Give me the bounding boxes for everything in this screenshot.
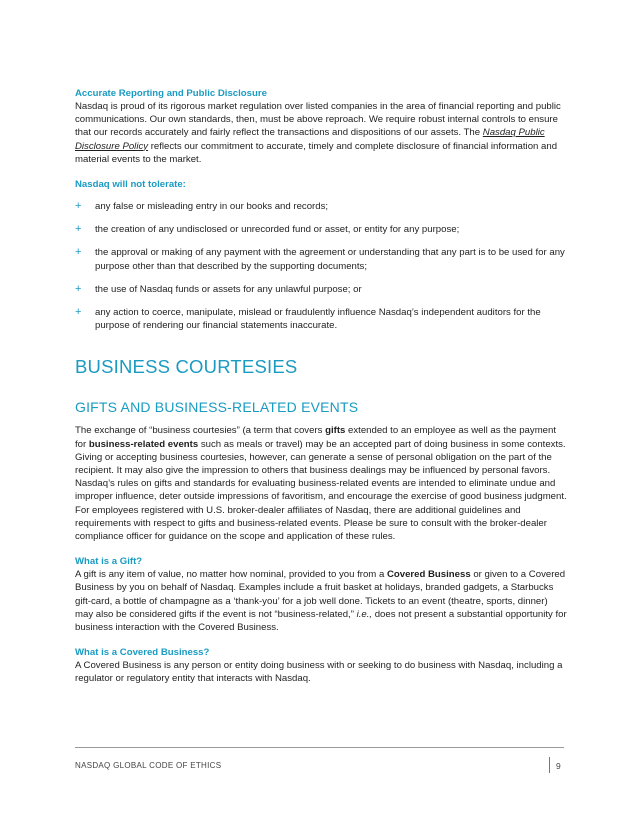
footer-divider	[75, 747, 564, 748]
bold-term-gifts: gifts	[325, 425, 346, 437]
section-heading-what-is-gift: What is a Gift?	[75, 556, 143, 568]
paragraph-text: or given to a Covered Business by you on behalf of Nasdaq. Examples include a fruit basket at holidays, branded gadgets, a Starbucks gift-card, a bottle of champagne as a ‘thank-you’ for a job well done. Tickets to an event (theatre, sports, dinner) may also be considered gifts if the event is not “business-related,”	[75, 569, 566, 620]
paragraph-text: extended to an employee as well as the payment for	[75, 425, 557, 450]
footer-separator	[549, 757, 550, 773]
gift-paragraph	[75, 568, 567, 634]
plus-bullet-icon: +	[75, 306, 82, 319]
list-item	[75, 246, 567, 272]
paragraph-text: does not present a substantial opportunity for business interaction with the Covered Business.	[75, 608, 567, 634]
paragraph-text: such as meals or travel) may be an accepted part of doing business in some contexts. Giving or accepting business courtesies, however, can generate a sense of personal obligation on the part of the recipient. It may also give the impression to others that business dealings may be influenced by personal favors. Nasdaq’s rules on gifts and standards for evaluating business-related events are intended to eliminate undue and improper influence, deter outside impressions of favoritism, and encourage the exercise of good business judgment. For employees registered with U.S. broker-dealer affiliates of Nasdaq, there are additional guidelines and requirements with respect to gifts and business-related events. Please be sure to consult with the broker-dealer compliance officer for guidance on the scope and application of these rules.	[75, 438, 567, 543]
not-tolerate-list	[75, 200, 567, 332]
list-item-text: the approval or making of any payment with the agreement or understanding that any part is to be used for any purpose other than that described by the supporting documents;	[95, 247, 565, 272]
plus-bullet-icon: +	[75, 200, 82, 213]
page-content	[75, 87, 567, 686]
paragraph-text: Nasdaq is proud of its rigorous market regulation over listed companies in the area of financial reporting and public communications. Our own standards, then, must be above reproach. We require robust internal controls to ensure that our records accurately and fairly reflect the transactions and dispositions of our assets. The	[75, 101, 561, 139]
list-item	[75, 200, 567, 213]
public-disclosure-policy-link[interactable]: Nasdaq Public Disclosure Policy	[75, 127, 545, 152]
list-item-text: the use of Nasdaq funds or assets for any unlawful purpose; or	[95, 283, 362, 295]
section-heading-covered-business: What is a Covered Business?	[75, 647, 210, 659]
paragraph-text: The exchange of “business courtesies” (a term that covers	[75, 425, 326, 437]
bold-term-business-events: business-related events	[88, 438, 199, 450]
bold-term-covered-business: Covered Business	[386, 569, 471, 581]
plus-bullet-icon: +	[75, 282, 82, 295]
page-number: 9	[556, 761, 561, 771]
section-heading-will-not-tolerate: Nasdaq will not tolerate:	[75, 179, 186, 191]
list-item	[75, 283, 567, 296]
footer-title: NASDAQ GLOBAL CODE OF ETHICS	[75, 761, 222, 770]
paragraph-text: A gift is any item of value, no matter how nominal, provided to you from a	[75, 569, 387, 581]
plus-bullet-icon: +	[75, 223, 82, 236]
section-title-business-courtesies: BUSINESS COURTESIES	[75, 356, 298, 378]
list-item	[75, 223, 567, 236]
courtesies-paragraph	[75, 424, 567, 543]
covered-business-paragraph: A Covered Business is any person or entity doing business with or seeking to do business with Nasdaq, including a regulator or regulatory entity that interacts with Nasdaq.	[75, 660, 563, 685]
list-item-text: any action to coerce, manipulate, mislead or fraudulently influence Nasdaq’s independent auditors for the purpose of rendering our financial statements inaccurate.	[95, 307, 541, 332]
paragraph-text: reflects our commitment to accurate, timely and complete disclosure of financial information and material events to the market.	[75, 140, 558, 165]
italic-term: i.e.,	[356, 608, 373, 620]
list-item-text: any false or misleading entry in our books and records;	[95, 201, 329, 213]
plus-bullet-icon: +	[75, 246, 82, 259]
subsection-title-gifts: GIFTS AND BUSINESS-RELATED EVENTS	[75, 399, 359, 416]
section-heading-accurate-reporting: Accurate Reporting and Public Disclosure	[75, 88, 267, 99]
list-item	[75, 306, 567, 332]
accurate-reporting-paragraph	[75, 100, 567, 166]
list-item-text: the creation of any undisclosed or unrecorded fund or asset, or entity for any purpose;	[95, 224, 460, 236]
